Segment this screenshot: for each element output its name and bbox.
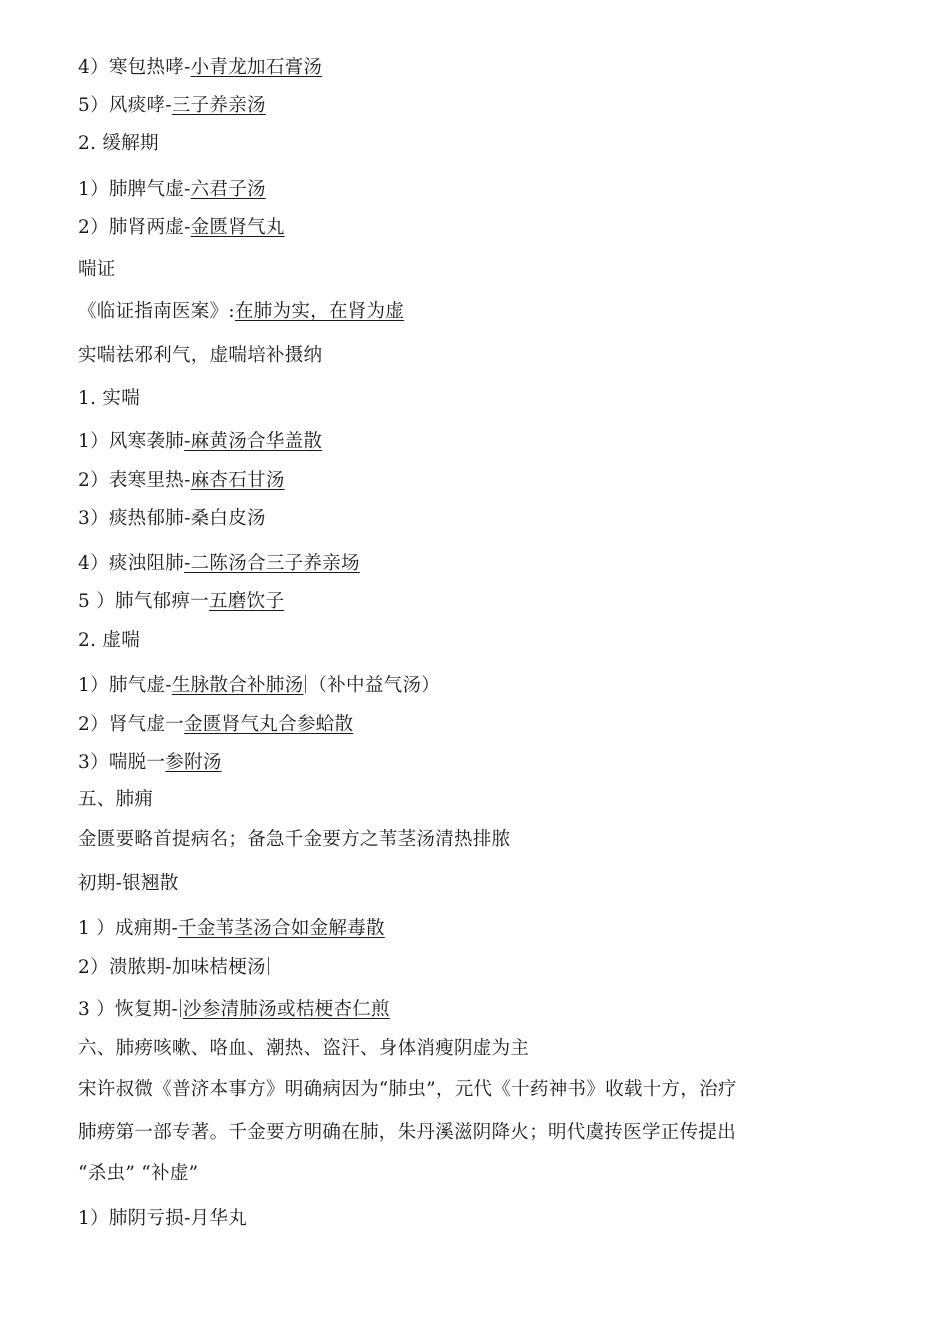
text-line: 3 ）恢复期- 沙参清肺汤或桔梗杏仁煎	[78, 999, 390, 1020]
text-line: 实喘祛邪利气，虚喘培补摄纳	[78, 345, 323, 366]
text-cursor-bar	[268, 957, 269, 975]
text-line: 1）风寒袭肺-麻黄汤合华盖散	[78, 431, 323, 452]
section-heading: 六、肺痨咳嗽、咯血、潮热、盗汗、身体消瘦阴虚为主	[78, 1038, 530, 1059]
text-line: 2）表寒里热-麻杏石甘汤	[78, 470, 285, 491]
text-line: 1）肺气虚-生脉散合补肺汤 （补中益气汤）	[78, 675, 441, 696]
text-line: 1）肺阴亏损-月华丸	[78, 1208, 248, 1229]
text-line: 初期-银翘散	[78, 873, 179, 894]
text-line: 2）溃脓期-加味桔梗汤	[78, 956, 271, 980]
text-line: 2）肺肾两虚-金匮肾气丸	[78, 217, 285, 238]
text-line: 4）痰浊阻肺-二陈汤合三子养亲场	[78, 553, 360, 574]
text-line: 《临证指南医案》:在肺为实，在肾为虚	[78, 301, 405, 322]
section-heading: 五、肺痈	[78, 789, 154, 810]
text-cursor-bar	[305, 675, 306, 693]
text-line: 1 ）成痈期-千金苇茎汤合如金解毒散	[78, 918, 385, 939]
text-line: “杀虫” “补虚”	[78, 1163, 199, 1184]
section-heading: 喘证	[78, 259, 116, 280]
text-line: 1）肺脾气虚-六君子汤	[78, 179, 266, 200]
section-heading: 2. 缓解期	[78, 133, 159, 154]
text-line: 2）肾气虚一金匮肾气丸合参蛤散	[78, 714, 354, 735]
text-line: 宋许叔微《普济本事方》明确病因为“肺虫”，元代《十药神书》收载十方，治疗	[78, 1079, 737, 1100]
text-line: 3）喘脱一参附汤	[78, 752, 222, 773]
text-line: 金匮要略首提病名；备急千金要方之苇茎汤清热排脓	[78, 829, 511, 850]
text-line: 5）风痰哮-三子养亲汤	[78, 95, 266, 116]
section-heading: 1. 实喘	[78, 388, 141, 409]
text-line: 4）寒包热哮-小青龙加石膏汤	[78, 57, 323, 78]
text-cursor-bar	[180, 999, 181, 1017]
section-heading: 2. 虚喘	[78, 630, 141, 651]
text-line: 3）痰热郁肺-桑白皮汤	[78, 508, 266, 529]
text-line: 肺痨第一部专著。千金要方明确在肺，朱丹溪滋阴降火；明代虞抟医学正传提出	[78, 1122, 737, 1143]
text-line: 5 ）肺气郁痹一五磨饮子	[78, 591, 285, 612]
